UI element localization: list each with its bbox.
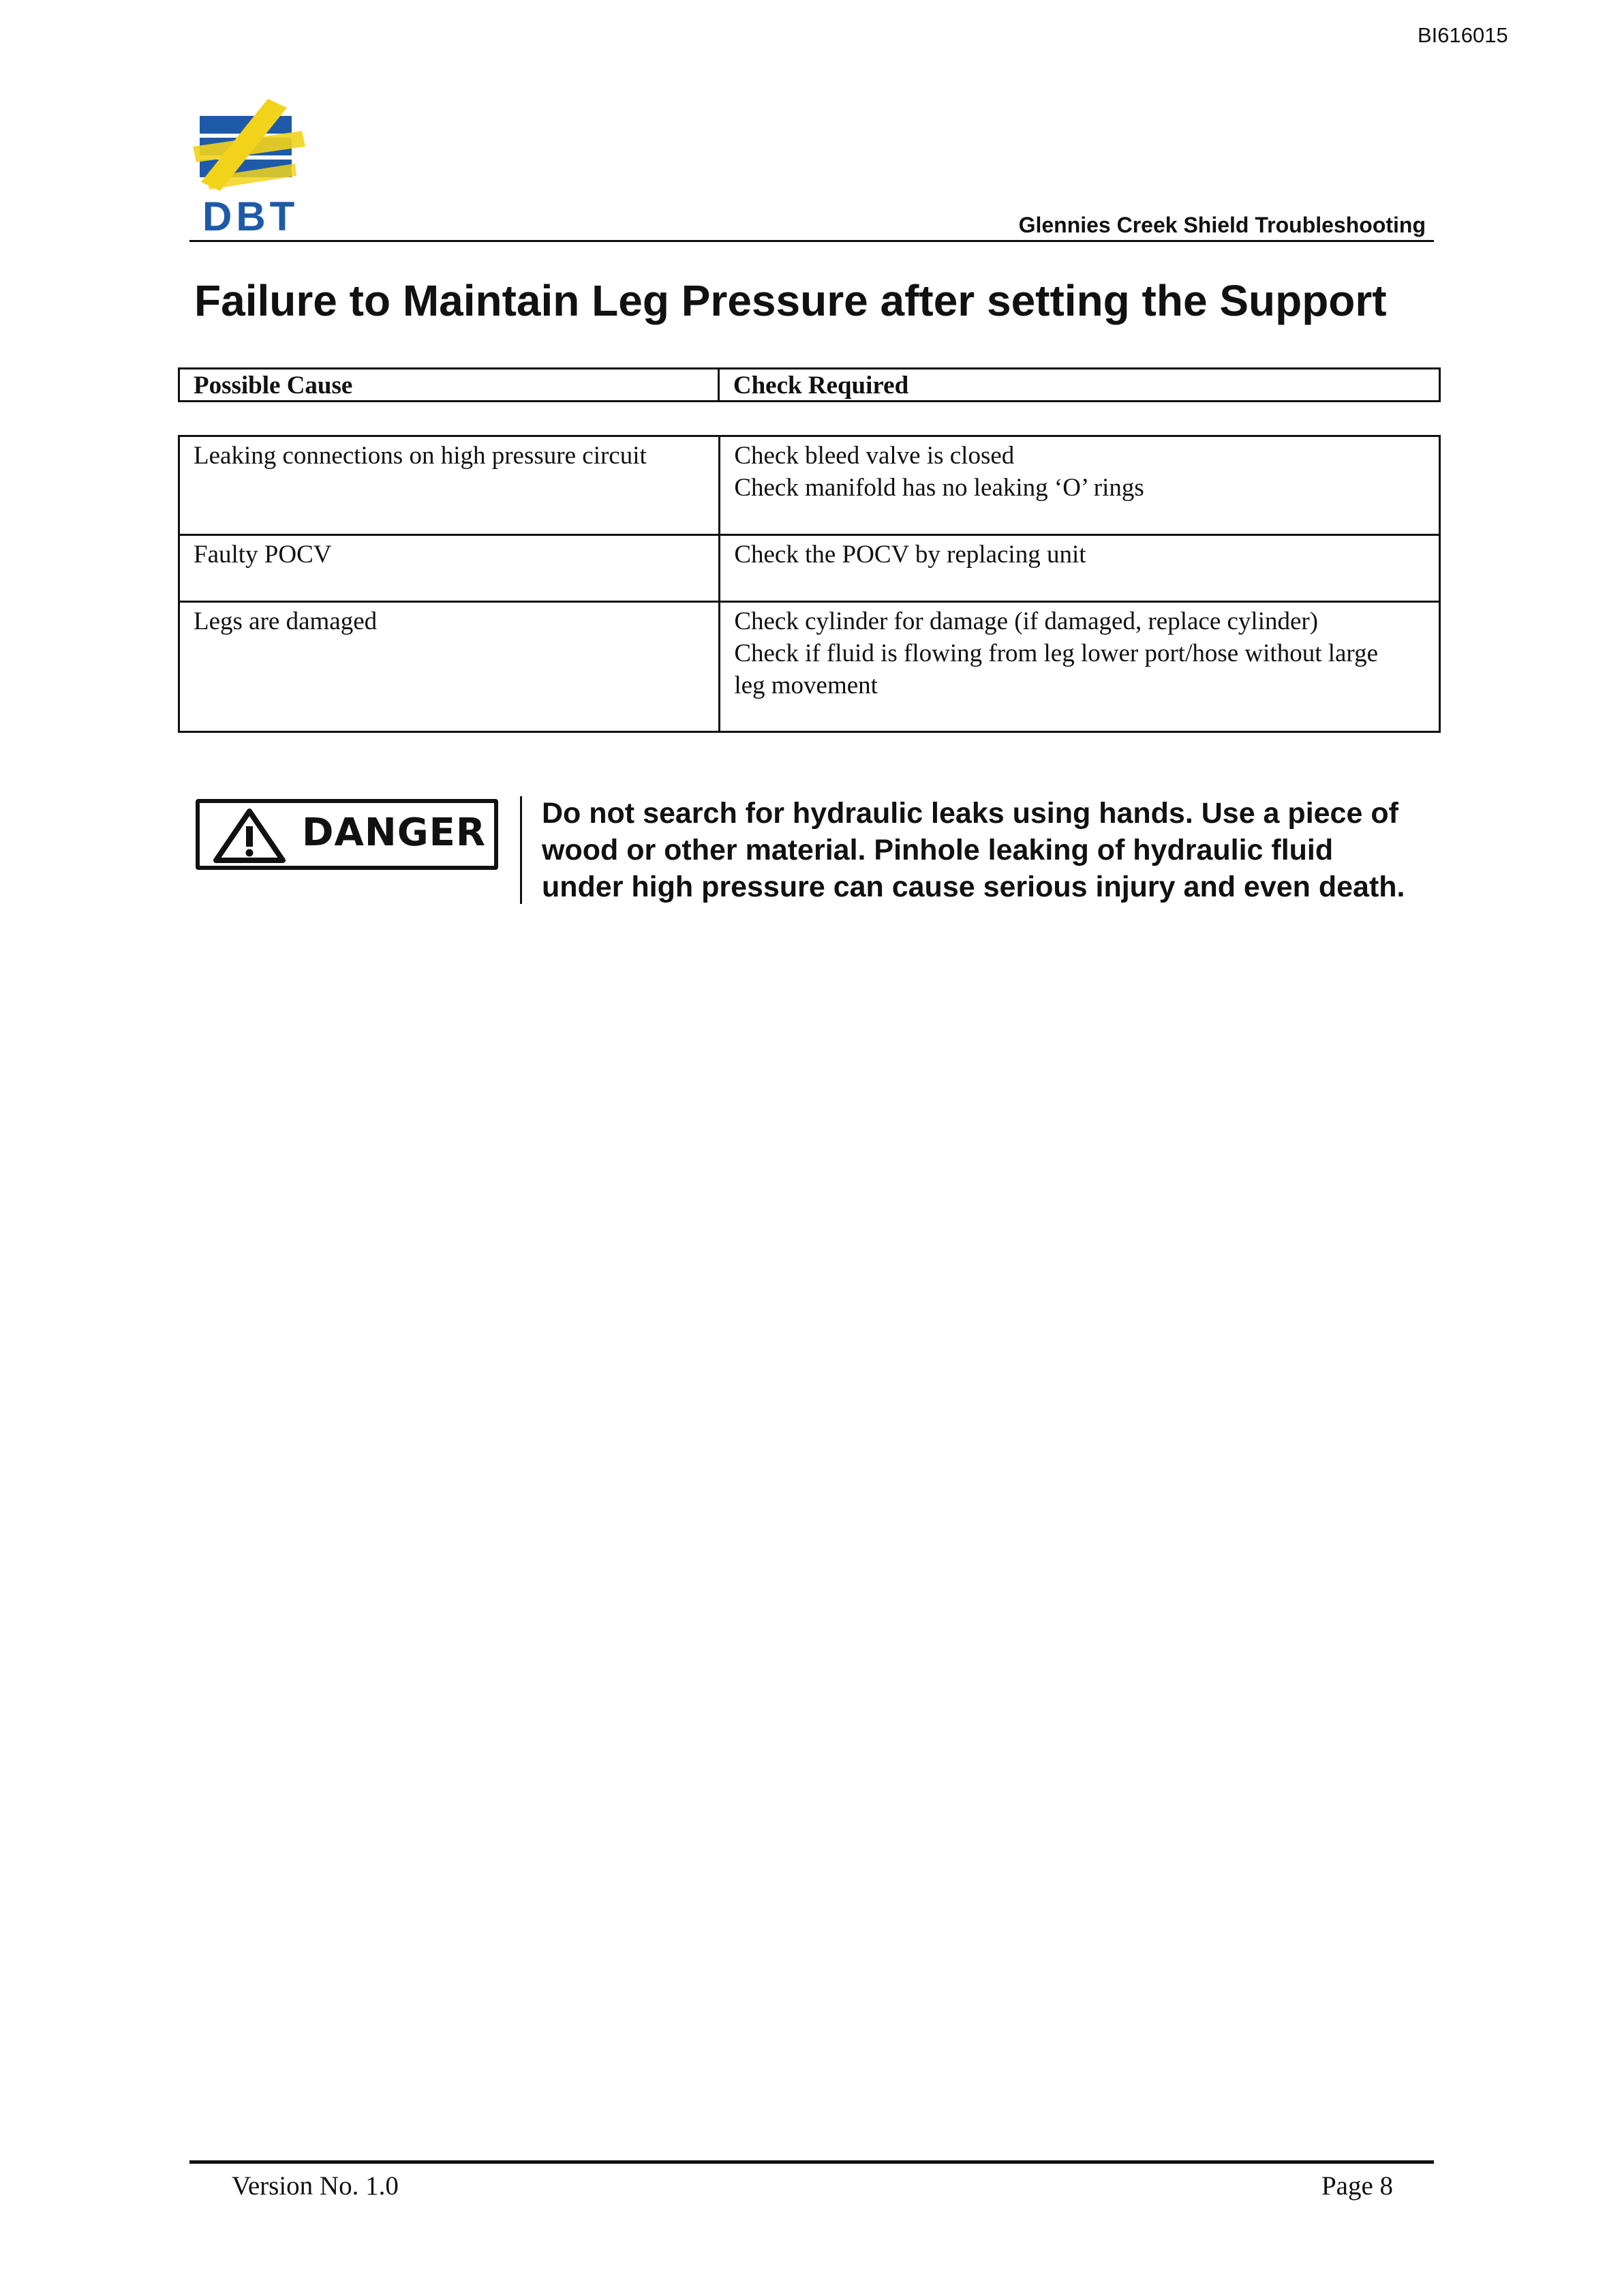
header-title: Glennies Creek Shield Troubleshooting — [1018, 213, 1426, 237]
warning-divider — [520, 796, 522, 904]
check-cell — [720, 602, 1440, 732]
danger-label: DANGER — [302, 811, 487, 855]
dbt-logo-mark — [193, 95, 309, 198]
logo-text: DBT — [202, 194, 299, 239]
check-text: Check manifold has no leaking ‘O’ rings — [734, 474, 1144, 502]
check-text: Check cylinder for damage (if damaged, replace cylinder) — [734, 607, 1319, 635]
check-text: leg movement — [734, 671, 878, 699]
warning-line: under high pressure can cause serious injury and even death. — [542, 871, 1405, 903]
check-text: Check bleed valve is closed — [734, 442, 1015, 470]
table-header — [178, 367, 1441, 402]
check-text: Check the POCV by replacing unit — [734, 541, 1086, 569]
warning-message — [542, 795, 1448, 905]
cause-cell — [179, 602, 720, 732]
table-row — [179, 535, 1440, 602]
cause-text: Faulty POCV — [194, 541, 332, 569]
page-number: Page 8 — [1321, 2171, 1393, 2201]
version-number: Version No. 1.0 — [232, 2171, 399, 2201]
cause-text: Legs are damaged — [194, 607, 378, 635]
cause-text: Leaking connections on high pressure circuit — [194, 442, 647, 470]
cause-cell — [179, 436, 720, 535]
warning-triangle-icon — [212, 809, 287, 863]
header-check-required: Check Required — [718, 369, 1439, 402]
page-title: Failure to Maintain Leg Pressure after setting the Support — [194, 276, 1387, 325]
header-divider — [189, 240, 1434, 242]
document-id: BI616015 — [1418, 23, 1508, 47]
check-text: Check if fluid is flowing from leg lower port/hose without large — [734, 639, 1379, 667]
danger-sign — [196, 799, 498, 870]
header-possible-cause: Possible Cause — [179, 369, 719, 402]
check-cell — [720, 535, 1440, 602]
dbt-logo — [193, 95, 309, 239]
table-row — [179, 436, 1440, 535]
footer-divider — [189, 2160, 1434, 2164]
table-row — [179, 602, 1440, 732]
check-cell — [720, 436, 1440, 535]
troubleshooting-table — [178, 435, 1441, 733]
warning-line: Do not search for hydraulic leaks using hands. Use a piece of — [542, 797, 1398, 830]
cause-cell — [179, 535, 720, 602]
warning-line: wood or other material. Pinhole leaking of hydraulic fluid — [542, 834, 1334, 866]
